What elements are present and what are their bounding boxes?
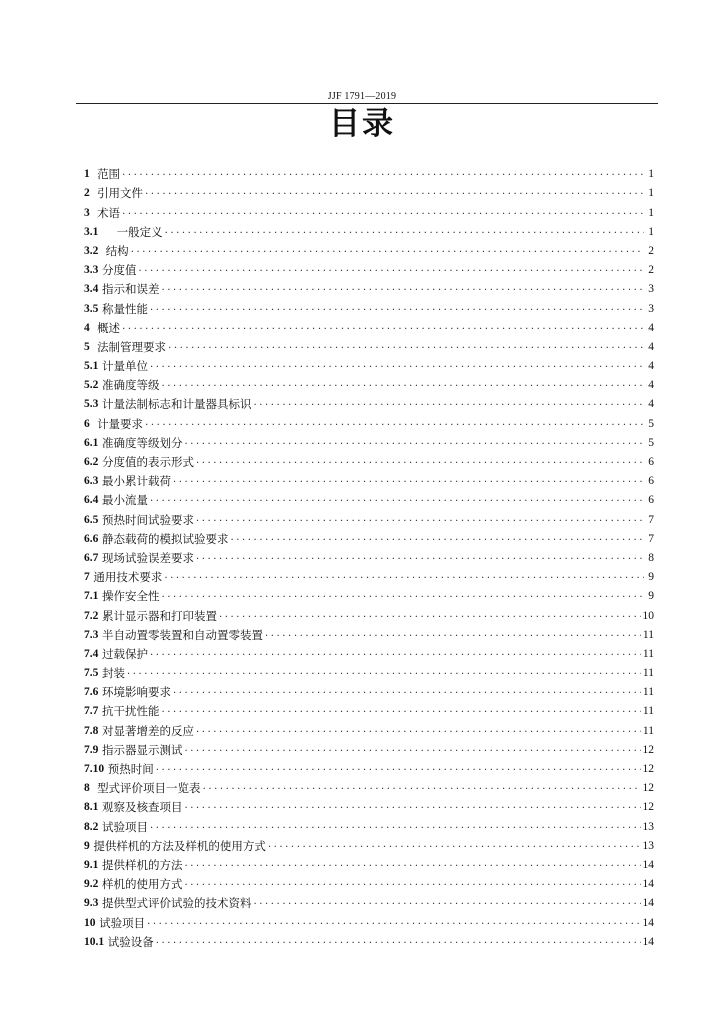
toc-entry-label: 最小累计载荷 xyxy=(102,474,172,489)
toc-entry-page: 14 xyxy=(642,916,654,929)
toc-dot-leader xyxy=(185,743,641,757)
toc-entry-label: 预热时间试验要求 xyxy=(102,512,195,527)
toc-dot-leader xyxy=(150,493,644,507)
toc-dot-leader xyxy=(268,839,641,853)
toc-entry[interactable] xyxy=(84,738,654,757)
toc-entry-page: 12 xyxy=(642,801,654,814)
toc-entry-label: 结构 xyxy=(105,243,129,258)
toc-entry[interactable] xyxy=(84,507,654,526)
toc-entry-label: 环境影响要求 xyxy=(102,685,172,700)
toc-entry-number: 6.6 xyxy=(84,532,99,545)
toc-dot-leader xyxy=(196,513,644,527)
toc-dot-leader xyxy=(156,762,641,776)
toc-entry-number: 1 xyxy=(84,168,90,181)
toc-dot-leader xyxy=(145,186,644,200)
toc-entry[interactable] xyxy=(84,220,654,239)
toc-entry-number: 7.3 xyxy=(84,628,99,641)
toc-entry-label: 计量单位 xyxy=(102,359,149,374)
toc-entry[interactable] xyxy=(84,488,654,507)
toc-dot-leader xyxy=(165,225,644,239)
toc-entry-spacer xyxy=(90,340,97,354)
toc-entry-label: 试验项目 xyxy=(99,915,146,930)
toc-entry[interactable] xyxy=(84,527,654,546)
toc-dot-leader xyxy=(265,628,641,642)
toc-entry-number: 6.2 xyxy=(84,456,99,468)
toc-entry-label: 最小流量 xyxy=(102,493,149,508)
toc-entry[interactable] xyxy=(84,795,654,814)
toc-entry-page: 3 xyxy=(648,283,654,296)
toc-dot-leader xyxy=(219,609,640,623)
toc-dot-leader xyxy=(196,551,644,565)
toc-entry-page: 9 xyxy=(648,590,654,603)
toc-entry-label: 累计显示器和打印装置 xyxy=(102,608,218,623)
toc-entry-number: 7.2 xyxy=(84,609,99,622)
toc-entry[interactable] xyxy=(84,680,654,699)
toc-dot-leader xyxy=(147,916,640,930)
toc-entry-number: 7.10 xyxy=(84,763,105,775)
toc-entry-page: 11 xyxy=(642,686,654,699)
toc-dot-leader xyxy=(196,455,644,469)
toc-entry-number: 3.1 xyxy=(84,225,99,238)
toc-entry[interactable] xyxy=(84,718,654,737)
toc-entry-page: 12 xyxy=(642,782,654,795)
toc-entry[interactable] xyxy=(84,431,654,450)
toc-dot-leader xyxy=(173,685,641,699)
toc-entry-number: 8.1 xyxy=(84,801,99,814)
toc-entry[interactable] xyxy=(84,623,654,642)
toc-dot-leader xyxy=(203,781,641,795)
toc-dot-leader xyxy=(150,359,644,373)
toc-entry-number: 5.2 xyxy=(84,379,99,392)
toc-entry-number: 7 xyxy=(84,571,90,584)
toc-entry-spacer xyxy=(90,186,97,200)
toc-entry-number: 3.2 xyxy=(84,244,99,257)
toc-dot-leader xyxy=(254,397,644,411)
toc-entry-page: 13 xyxy=(642,839,654,852)
toc-entry-label: 试验项目 xyxy=(102,819,149,834)
toc-entry[interactable] xyxy=(84,603,654,622)
toc-entry[interactable] xyxy=(84,239,654,258)
toc-entry-page: 6 xyxy=(648,456,654,468)
toc-entry-number: 8 xyxy=(84,782,90,795)
toc-entry-page: 4 xyxy=(648,340,654,353)
toc-entry[interactable] xyxy=(84,200,654,219)
toc-entry-label: 型式评价项目一览表 xyxy=(97,781,201,796)
page-title: 目录 xyxy=(329,106,395,142)
table-of-contents xyxy=(84,162,654,949)
toc-entry-label: 抗干扰性能 xyxy=(102,704,160,719)
toc-entry-page: 12 xyxy=(642,763,654,775)
toc-entry-page: 5 xyxy=(648,417,654,430)
toc-entry-label: 引用文件 xyxy=(97,186,144,201)
toc-entry-page: 11 xyxy=(642,724,654,737)
toc-entry-label: 分度值 xyxy=(102,263,137,278)
toc-dot-leader xyxy=(145,417,644,431)
toc-entry-label: 通用技术要求 xyxy=(93,570,163,585)
toc-entry[interactable] xyxy=(84,814,654,833)
toc-dot-leader xyxy=(162,282,644,296)
toc-entry-page: 8 xyxy=(648,551,654,564)
toc-dot-leader xyxy=(162,378,644,392)
toc-entry[interactable] xyxy=(84,546,654,565)
toc-entry-spacer xyxy=(98,244,105,258)
toc-dot-leader xyxy=(156,935,641,949)
toc-entry-page: 1 xyxy=(648,168,654,181)
toc-dot-leader xyxy=(173,474,644,488)
toc-entry-number: 7.6 xyxy=(84,686,99,699)
toc-dot-leader xyxy=(196,724,641,738)
toc-entry[interactable] xyxy=(84,757,654,776)
toc-entry-number: 7.4 xyxy=(84,647,99,660)
toc-entry-number: 10 xyxy=(84,916,96,929)
toc-entry-number: 6 xyxy=(84,417,90,430)
toc-entry-page: 10 xyxy=(642,609,654,622)
toc-entry-label: 法制管理要求 xyxy=(97,339,167,354)
toc-dot-leader xyxy=(185,800,641,814)
toc-dot-leader xyxy=(122,206,644,220)
toc-dot-leader xyxy=(162,704,641,718)
toc-entry-label: 概述 xyxy=(97,320,121,335)
toc-entry-page: 14 xyxy=(642,878,654,891)
toc-entry[interactable] xyxy=(84,162,654,181)
toc-dot-leader xyxy=(122,321,644,335)
toc-entry[interactable] xyxy=(84,392,654,411)
toc-entry-label: 提供样机的方法 xyxy=(102,857,183,872)
toc-entry-label: 范围 xyxy=(97,167,121,182)
toc-entry-label: 静态载荷的模拟试验要求 xyxy=(102,531,229,546)
toc-entry[interactable] xyxy=(84,258,654,277)
toc-entry-label: 观察及核查项目 xyxy=(102,800,183,815)
toc-entry[interactable] xyxy=(84,296,654,315)
toc-entry[interactable] xyxy=(84,584,654,603)
toc-entry-spacer xyxy=(90,206,97,220)
toc-entry-page: 11 xyxy=(642,705,654,718)
toc-entry[interactable] xyxy=(84,565,654,584)
toc-dot-leader xyxy=(127,666,641,680)
toc-entry-label: 对显著增差的反应 xyxy=(102,723,195,738)
toc-entry-page: 4 xyxy=(648,398,654,411)
toc-entry-spacer xyxy=(98,225,116,239)
toc-dot-leader xyxy=(164,570,644,584)
toc-entry-page: 4 xyxy=(648,379,654,392)
toc-entry[interactable] xyxy=(84,469,654,488)
toc-entry-label: 现场试验误差要求 xyxy=(102,550,195,565)
toc-entry-page: 11 xyxy=(642,667,654,680)
toc-entry-label: 准确度等级 xyxy=(102,378,160,393)
toc-entry[interactable] xyxy=(84,910,654,929)
toc-entry[interactable] xyxy=(84,891,654,910)
toc-entry-page: 6 xyxy=(648,494,654,507)
toc-entry-page: 14 xyxy=(642,858,654,871)
toc-entry-label: 一般定义 xyxy=(116,224,163,239)
toc-entry-label: 准确度等级划分 xyxy=(102,435,183,450)
toc-entry-page: 11 xyxy=(642,628,654,641)
toc-entry-label: 分度值的表示形式 xyxy=(102,455,195,469)
toc-entry-number: 7.1 xyxy=(84,590,99,603)
toc-entry-number: 4 xyxy=(84,321,90,334)
toc-dot-leader xyxy=(185,877,641,891)
toc-entry-number: 6.4 xyxy=(84,494,99,507)
toc-entry-spacer xyxy=(90,781,97,795)
toc-dot-leader xyxy=(168,340,644,354)
toc-entry[interactable] xyxy=(84,661,654,680)
toc-dot-leader xyxy=(150,820,640,834)
toc-entry-page: 1 xyxy=(648,187,654,200)
toc-entry[interactable] xyxy=(84,872,654,891)
toc-entry-number: 7.5 xyxy=(84,667,99,680)
toc-entry-number: 7.8 xyxy=(84,724,99,737)
toc-entry-number: 5.3 xyxy=(84,398,99,411)
toc-dot-leader xyxy=(185,436,644,450)
toc-entry-label: 术语 xyxy=(97,205,121,220)
toc-entry-number: 7.9 xyxy=(84,743,99,756)
toc-entry[interactable] xyxy=(84,181,654,200)
toc-entry-page: 2 xyxy=(648,244,654,257)
toc-dot-leader xyxy=(122,167,644,181)
toc-entry[interactable] xyxy=(84,776,654,795)
toc-entry-label: 封装 xyxy=(102,666,126,681)
toc-entry[interactable] xyxy=(84,373,654,392)
toc-entry[interactable] xyxy=(84,699,654,718)
toc-entry-number: 9 xyxy=(84,839,90,852)
toc-entry-number: 3.3 xyxy=(84,264,99,277)
toc-dot-leader xyxy=(139,263,644,277)
toc-entry-number: 6.7 xyxy=(84,551,99,564)
toc-entry-page: 11 xyxy=(642,647,654,660)
toc-entry-number: 9.3 xyxy=(84,897,99,910)
toc-entry[interactable] xyxy=(84,335,654,354)
toc-dot-leader xyxy=(131,244,644,258)
toc-entry-page: 6 xyxy=(648,475,654,488)
toc-entry-label: 计量法制标志和计量器具标识 xyxy=(102,397,252,412)
toc-entry-page: 2 xyxy=(648,264,654,277)
toc-entry[interactable] xyxy=(84,930,654,949)
toc-entry-number: 6.3 xyxy=(84,475,99,488)
toc-entry-number: 3.4 xyxy=(84,283,99,296)
toc-entry[interactable] xyxy=(84,834,654,853)
toc-entry-page: 5 xyxy=(648,436,654,449)
toc-entry-label: 操作安全性 xyxy=(102,589,160,604)
toc-entry-label: 半自动置零装置和自动置零装置 xyxy=(102,627,264,642)
toc-entry-spacer xyxy=(90,167,97,181)
toc-entry-number: 3.5 xyxy=(84,302,99,315)
toc-entry-number: 6.5 xyxy=(84,513,99,526)
toc-entry-page: 12 xyxy=(642,743,654,756)
toc-entry-label: 指示器显示测试 xyxy=(102,742,183,757)
toc-entry-page: 7 xyxy=(648,532,654,545)
toc-entry-label: 试验设备 xyxy=(107,934,154,949)
toc-entry[interactable] xyxy=(84,853,654,872)
toc-entry-number: 8.2 xyxy=(84,820,99,833)
toc-entry[interactable] xyxy=(84,450,654,469)
toc-entry-page: 3 xyxy=(648,302,654,315)
toc-entry-label: 过载保护 xyxy=(102,646,149,661)
toc-entry-spacer xyxy=(90,321,97,335)
toc-entry-number: 10.1 xyxy=(84,935,105,948)
toc-entry[interactable] xyxy=(84,316,654,335)
toc-entry-page: 4 xyxy=(648,360,654,373)
toc-entry[interactable] xyxy=(84,354,654,373)
toc-entry-page: 13 xyxy=(642,820,654,833)
toc-entry-label: 提供型式评价试验的技术资料 xyxy=(102,896,252,911)
toc-entry-number: 3 xyxy=(84,206,90,219)
toc-entry-label: 指示和误差 xyxy=(102,282,160,297)
toc-entry-label: 预热时间 xyxy=(107,762,154,776)
toc-entry-page: 7 xyxy=(648,513,654,526)
toc-entry-page: 1 xyxy=(648,225,654,238)
toc-entry-page: 1 xyxy=(648,206,654,219)
toc-entry-number: 7.7 xyxy=(84,705,99,718)
toc-entry-page: 14 xyxy=(642,897,654,910)
standard-code: JJF 1791—2019 xyxy=(327,91,397,102)
toc-entry-spacer xyxy=(90,417,97,431)
toc-dot-leader xyxy=(162,589,644,603)
toc-entry-label: 样机的使用方式 xyxy=(102,877,183,892)
toc-entry-number: 2 xyxy=(84,187,90,200)
toc-entry-label: 提供样机的方法及样机的使用方式 xyxy=(93,838,266,853)
toc-entry[interactable] xyxy=(84,277,654,296)
toc-entry-number: 5 xyxy=(84,340,90,353)
toc-entry-label: 称量性能 xyxy=(102,301,149,316)
toc-entry-number: 9.2 xyxy=(84,878,99,891)
toc-dot-leader xyxy=(185,858,641,872)
toc-entry-label: 计量要求 xyxy=(97,416,144,431)
toc-entry-page: 4 xyxy=(648,321,654,334)
toc-entry-page: 9 xyxy=(648,571,654,584)
toc-entry-number: 5.1 xyxy=(84,360,99,373)
toc-entry[interactable] xyxy=(84,642,654,661)
toc-dot-leader xyxy=(150,647,641,661)
toc-dot-leader xyxy=(150,302,644,316)
toc-dot-leader xyxy=(254,896,641,910)
toc-dot-leader xyxy=(231,532,644,546)
toc-entry-number: 6.1 xyxy=(84,436,99,449)
toc-entry-page: 14 xyxy=(642,935,654,948)
toc-entry-number: 9.1 xyxy=(84,858,99,871)
toc-entry[interactable] xyxy=(84,411,654,430)
